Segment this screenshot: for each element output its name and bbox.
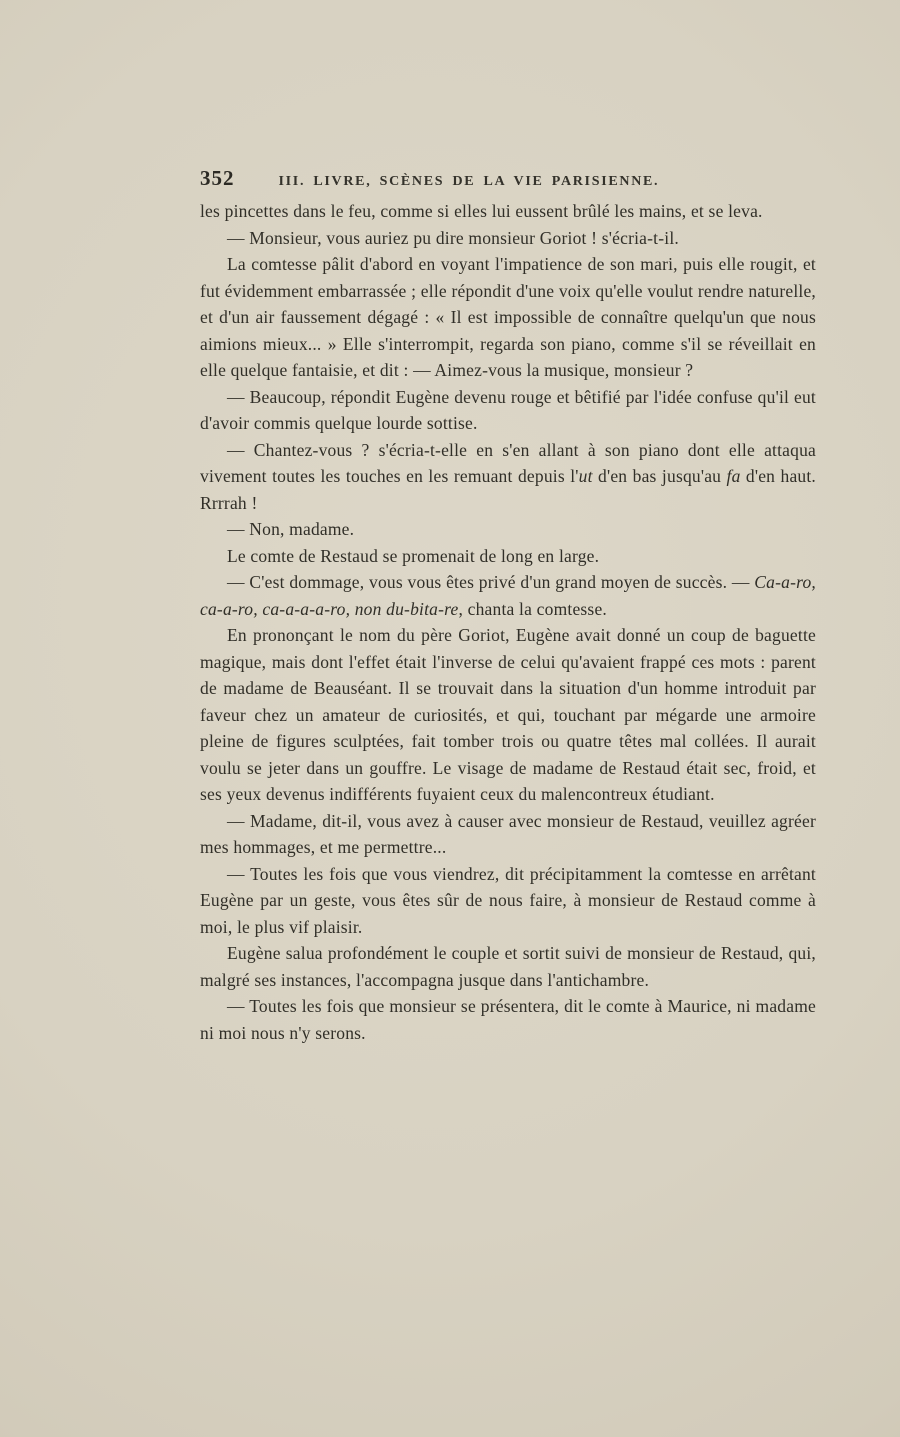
paragraph-segment: les pincettes dans le feu, comme si elles lui eussent brûlé les mains, et se leva. bbox=[200, 201, 763, 221]
paragraph-segment: — Chantez-vous ? s'écria-t-elle en s'en allant à son piano dont elle attaqua vivement toutes les touches en les remuant depuis l' bbox=[200, 439, 816, 486]
paragraph bbox=[200, 622, 816, 808]
paragraph-segment: — Beaucoup, répondit Eugène devenu rouge et bêtifié par l'idée confuse qu'il eut d'avoir commis quelque lourde sottise. bbox=[200, 386, 816, 433]
paragraph bbox=[200, 543, 816, 570]
paragraph bbox=[200, 198, 816, 225]
paragraph bbox=[200, 225, 816, 252]
page-header bbox=[200, 166, 816, 191]
paragraph bbox=[200, 251, 816, 384]
paragraph bbox=[200, 516, 816, 543]
page-number: 352 bbox=[200, 166, 235, 190]
paragraph-segment: — Non, madame. bbox=[227, 519, 355, 539]
paragraph-segment: — Monsieur, vous auriez pu dire monsieur Goriot ! s'écria-t-il. bbox=[227, 227, 679, 248]
paragraph-segment: — Toutes les fois que monsieur se présentera, dit le comte à Maurice, ni madame ni moi nous n'y serons. bbox=[200, 996, 816, 1043]
paragraph bbox=[200, 384, 816, 437]
paragraph-segment: — Toutes les fois que vous viendrez, dit précipitamment la comtesse en arrêtant Eugène par un geste, vous êtes sûr de nous faire, à monsieur de Restaud comme à moi, le plus vif plaisir. bbox=[200, 863, 816, 937]
paragraph-segment: — C'est dommage, vous vous êtes privé d'un grand moyen de succès. — bbox=[227, 572, 755, 592]
text-block bbox=[200, 198, 816, 1046]
paragraph bbox=[200, 808, 816, 861]
paragraph bbox=[200, 437, 816, 517]
paragraph-segment-italic: fa bbox=[726, 466, 741, 486]
paragraph-segment: , chanta la comtesse. bbox=[458, 598, 607, 619]
paragraph bbox=[200, 940, 816, 993]
running-title: III. LIVRE, SCÈNES DE LA VIE PARISIENNE. bbox=[278, 174, 660, 189]
paragraph bbox=[200, 861, 816, 941]
paragraph-segment: Eugène salua profondément le couple et sortit suivi de monsieur de Restaud, qui, malgré ses instances, l'accompagna jusque dans l'antichambre. bbox=[200, 943, 816, 990]
paragraph-segment: — Madame, dit-il, vous avez à causer avec monsieur de Restaud, veuillez agréer mes hommages, et me permettre... bbox=[200, 810, 816, 857]
paragraph bbox=[200, 993, 816, 1046]
paragraph-segment: d'en bas jusqu'au bbox=[592, 466, 727, 486]
paragraph bbox=[200, 569, 816, 622]
paragraph-segment-italic: ut bbox=[578, 466, 593, 486]
paragraph-segment: En prononçant le nom du père Goriot, Eugène avait donné un coup de baguette magique, mais dont l'effet était l'inverse de celui qu'avaient frappé ces mots : parent de madame de Beauséant. Il se trouvait dans la situation d'un homme introduit par faveur chez un amateur de curiosités, et qui, touchant par mégarde une armoire pleine de figures sculptées, fait tomber trois ou quatre têtes mal collées. Il aurait voulu se jeter dans un gouffre. Le visage de madame de Restaud était sec, froid, et ses yeux devenus indifférents fuyaient ceux du malencontreux étudiant. bbox=[200, 625, 816, 804]
paragraph-segment-italic: Ca-a-ro, ca-a-ro, ca-a-a-a-ro, non du-bita-re bbox=[200, 572, 816, 619]
paragraph-segment: d'en haut. Rrrrah ! bbox=[200, 466, 817, 513]
paragraph-segment: Le comte de Restaud se promenait de long en large. bbox=[227, 545, 600, 566]
paragraph-segment: La comtesse pâlit d'abord en voyant l'impatience de son mari, puis elle rougit, et fut évidemment embarrassée ; elle répondit d'une voix qu'elle voulut rendre naturelle, et d'un air faussement dégagé : « Il est impossible de connaître quelqu'un que nous aimions mieux... » Elle s'interrompit, regarda son piano, comme s'il se réveillait en elle quelque fantaisie, et dit : — Aimez-vous la musique, monsieur ? bbox=[200, 254, 816, 380]
